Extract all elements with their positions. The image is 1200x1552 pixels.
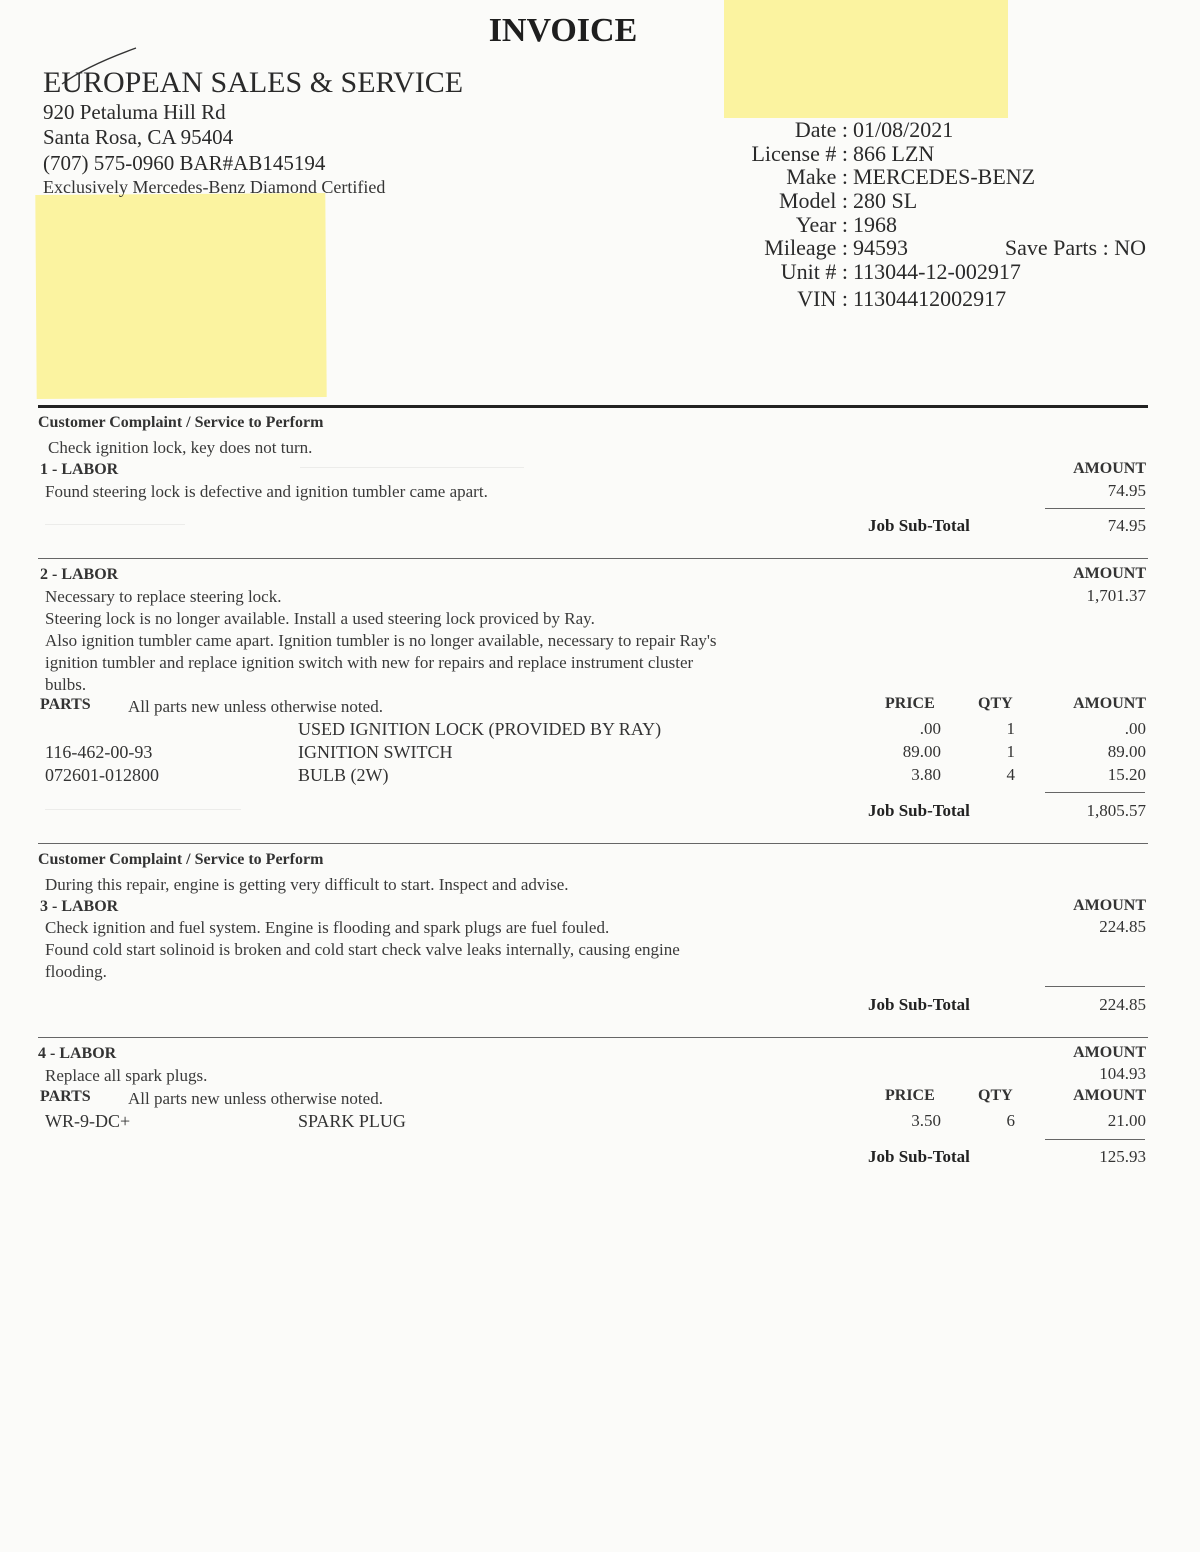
labor-description: ignition tumbler and replace ignition switch with new for repairs and replace instrument cluster (45, 653, 694, 672)
parts-note: All parts new unless otherwise noted. (128, 697, 383, 716)
subtotal-rule (1045, 1139, 1145, 1140)
labor-description: Also ignition tumbler came apart. Ignition tumbler is no longer available, necessary to repair Ray's (45, 631, 717, 650)
part-number: WR-9-DC+ (45, 1111, 131, 1131)
job-divider (38, 558, 1148, 559)
part-number: 116-462-00-93 (45, 742, 153, 762)
labor-amount: 1,701.37 (1086, 586, 1146, 605)
bleed-through-text: —————————————— (45, 800, 241, 816)
save-parts: Save Parts : NO (1004, 235, 1146, 260)
part-amount: 89.00 (1107, 742, 1146, 761)
company-name: EUROPEAN SALES & SERVICE (43, 66, 464, 99)
amount-header: AMOUNT (1073, 460, 1146, 477)
labor-heading: 3 - LABOR (40, 898, 119, 915)
license-label: License # : (751, 141, 848, 166)
mileage-value: 94593 (853, 235, 908, 260)
date-label: Date : (794, 117, 848, 142)
job-subtotal-label: Job Sub-Total (868, 516, 970, 535)
labor-heading: 4 - LABOR (38, 1045, 117, 1062)
labor-amount: 224.85 (1099, 917, 1146, 936)
mileage-label: Mileage : (764, 235, 848, 260)
part-amount: 15.20 (1107, 765, 1146, 784)
labor-description: Replace all spark plugs. (45, 1066, 208, 1085)
header-divider (38, 405, 1148, 408)
job-subtotal-label: Job Sub-Total (868, 1147, 970, 1166)
subtotal-rule (1045, 792, 1145, 793)
price-header: PRICE (885, 1087, 935, 1104)
license-value: 866 LZN (853, 141, 935, 166)
amount-header: AMOUNT (1073, 695, 1146, 712)
part-price: .00 (919, 719, 941, 738)
bleed-through-text: —————————— (45, 515, 185, 531)
company-address-line2: Santa Rosa, CA 95404 (43, 125, 234, 149)
date-value: 01/08/2021 (853, 117, 954, 142)
job-divider (38, 843, 1148, 844)
subtotal-rule (1045, 508, 1145, 509)
job-subtotal-value: 224.85 (1099, 995, 1146, 1014)
part-price: 3.80 (911, 765, 941, 784)
model-label: Model : (778, 188, 848, 213)
labor-description: flooding. (45, 962, 107, 981)
job-subtotal-label: Job Sub-Total (868, 801, 970, 820)
labor-description: Found steering lock is defective and ignition tumbler came apart. (45, 482, 488, 501)
part-description: BULB (2W) (298, 765, 389, 785)
bleed-through-text: ———————————————— (300, 458, 524, 474)
labor-description: Steering lock is no longer available. Install a used steering lock proviced by Ray. (45, 609, 595, 628)
job-divider (38, 1037, 1148, 1038)
complaint-text: During this repair, engine is getting very difficult to start. Inspect and advise. (45, 875, 569, 894)
job-subtotal-value: 1,805.57 (1086, 801, 1146, 820)
complaint-heading: Customer Complaint / Service to Perform (38, 851, 324, 868)
labor-heading: 2 - LABOR (40, 566, 119, 583)
parts-heading: PARTS (40, 696, 91, 713)
part-qty: 4 (1006, 765, 1015, 784)
redaction-sticky-note (35, 193, 326, 399)
make-label: Make : (786, 164, 848, 189)
amount-header: AMOUNT (1073, 1087, 1146, 1104)
vin-label: VIN : (797, 286, 848, 311)
make-value: MERCEDES-BENZ (853, 164, 1036, 189)
vin-value: 11304412002917 (853, 286, 1007, 311)
unit-label: Unit # : (780, 259, 848, 284)
job-subtotal-value: 125.93 (1099, 1147, 1146, 1166)
part-qty: 6 (1006, 1111, 1015, 1130)
amount-header: AMOUNT (1073, 897, 1146, 914)
part-amount: 21.00 (1107, 1111, 1146, 1130)
year-label: Year : (795, 212, 848, 237)
invoice-title: INVOICE (488, 12, 638, 49)
company-phone: (707) 575-0960 BAR#AB145194 (43, 151, 326, 175)
part-description: SPARK PLUG (298, 1111, 406, 1131)
labor-description: Check ignition and fuel system. Engine is flooding and spark plugs are fuel fouled. (45, 918, 610, 937)
amount-header: AMOUNT (1073, 565, 1146, 582)
complaint-heading: Customer Complaint / Service to Perform (38, 414, 324, 431)
labor-heading: 1 - LABOR (40, 461, 119, 478)
part-description: USED IGNITION LOCK (PROVIDED BY RAY) (298, 719, 662, 739)
part-qty: 1 (1006, 742, 1015, 761)
labor-amount: 74.95 (1107, 481, 1146, 500)
labor-description: Found cold start solinoid is broken and cold start check valve leaks internally, causing engine (45, 940, 680, 959)
model-value: 280 SL (853, 188, 918, 213)
labor-amount: 104.93 (1099, 1064, 1146, 1083)
qty-header: QTY (978, 1087, 1013, 1104)
company-certification: Exclusively Mercedes-Benz Diamond Certified (43, 177, 386, 197)
labor-description: bulbs. (45, 675, 87, 694)
job-subtotal-value: 74.95 (1107, 516, 1146, 535)
company-address-line1: 920 Petaluma Hill Rd (43, 100, 226, 124)
part-qty: 1 (1006, 719, 1015, 738)
labor-description: Necessary to replace steering lock. (45, 587, 282, 606)
parts-note: All parts new unless otherwise noted. (128, 1089, 383, 1108)
subtotal-rule (1045, 986, 1145, 987)
amount-header: AMOUNT (1073, 1044, 1146, 1061)
complaint-text: Check ignition lock, key does not turn. (48, 438, 313, 457)
parts-heading: PARTS (40, 1088, 91, 1105)
part-description: IGNITION SWITCH (298, 742, 453, 762)
part-price: 3.50 (911, 1111, 941, 1130)
part-number: 072601-012800 (45, 765, 159, 785)
part-price: 89.00 (902, 742, 941, 761)
price-header: PRICE (885, 695, 935, 712)
unit-value: 113044-12-002917 (853, 259, 1021, 284)
job-subtotal-label: Job Sub-Total (868, 995, 970, 1014)
part-amount: .00 (1124, 719, 1146, 738)
year-value: 1968 (853, 212, 897, 237)
qty-header: QTY (978, 695, 1013, 712)
